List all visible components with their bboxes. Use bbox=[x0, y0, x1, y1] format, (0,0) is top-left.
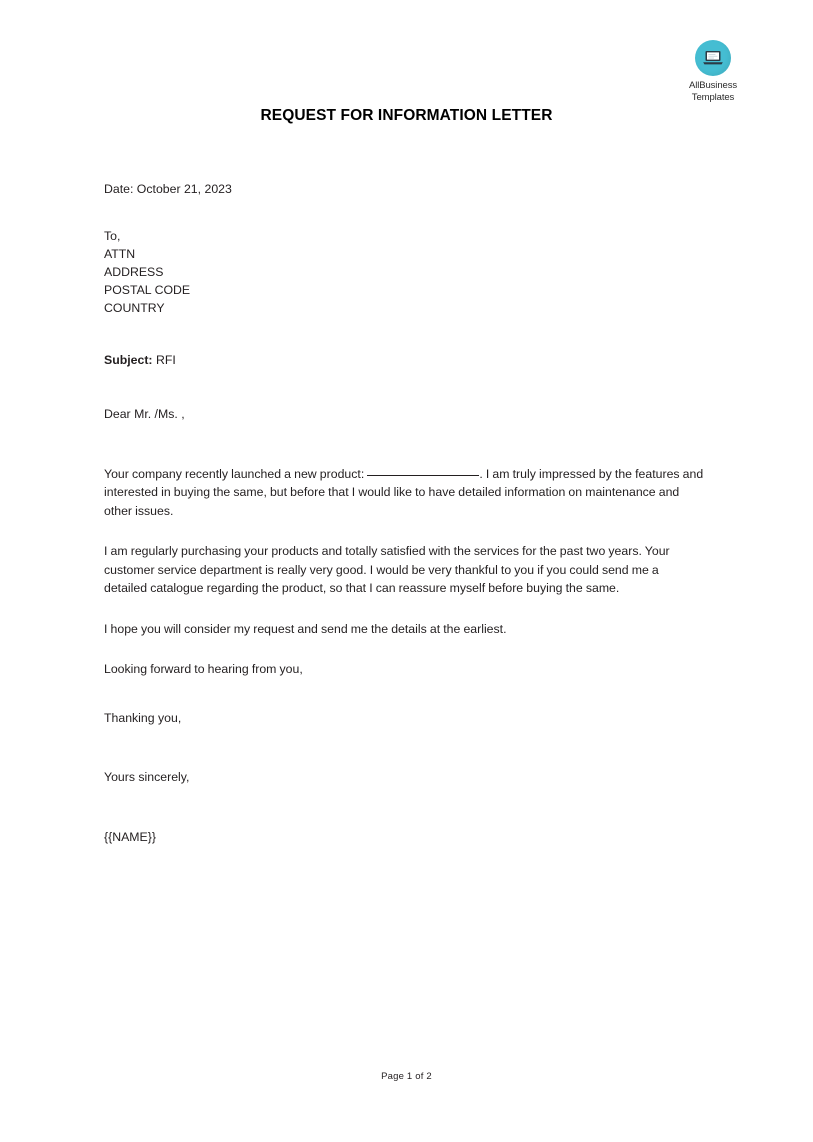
product-blank-field[interactable] bbox=[367, 475, 479, 476]
brand-name-line2: Templates bbox=[691, 91, 735, 103]
brand-name-line1: AllBusiness bbox=[688, 80, 737, 91]
page-title: REQUEST FOR INFORMATION LETTER bbox=[260, 107, 553, 124]
brand-logo bbox=[665, 40, 761, 103]
laptop-icon bbox=[695, 40, 731, 76]
recipient-line-postal-code: POSTAL CODE bbox=[104, 282, 191, 297]
signature-name-placeholder: {{NAME}} bbox=[104, 829, 156, 844]
paragraph-3: I hope you will consider my request and send me the details at the earliest. bbox=[104, 621, 507, 636]
paragraph-2: I am regularly purchasing your products and totally satisfied with the services for the past two years. Your customer service department is really very good. I would be very thankful to you if you could send me a detailed catalogue regarding the product, so that I can reassure myself before buying the same. bbox=[104, 544, 670, 595]
recipient-line-country: COUNTRY bbox=[104, 300, 165, 315]
subject-line bbox=[104, 351, 704, 370]
recipient-line-attn: ATTN bbox=[104, 246, 136, 261]
letter-body bbox=[104, 180, 704, 846]
date-line: Date: October 21, 2023 bbox=[104, 182, 232, 196]
closing-sincerely: Yours sincerely, bbox=[104, 770, 190, 784]
salutation-line: Dear Mr. /Ms. , bbox=[104, 407, 185, 421]
page-footer: Page 1 of 2 bbox=[381, 1071, 432, 1082]
recipient-line-address: ADDRESS bbox=[104, 264, 164, 279]
paragraph-1 bbox=[104, 465, 704, 521]
subject-value: RFI bbox=[155, 352, 176, 367]
paragraph-1-text-after: . I am truly impressed by the features and interested in buying the same, but before that I would like to have detailed information on maintenance and other issues. bbox=[104, 466, 704, 518]
paragraph-1-text-before: Your company recently launched a new product: bbox=[104, 466, 368, 481]
brand-name bbox=[665, 80, 761, 103]
paragraph-4: Looking forward to hearing from you, bbox=[104, 662, 303, 676]
recipient-address-block bbox=[104, 227, 704, 317]
closing-thanks: Thanking you, bbox=[104, 710, 182, 725]
subject-label: Subject: bbox=[104, 352, 153, 367]
recipient-line-to: To, bbox=[104, 228, 121, 243]
